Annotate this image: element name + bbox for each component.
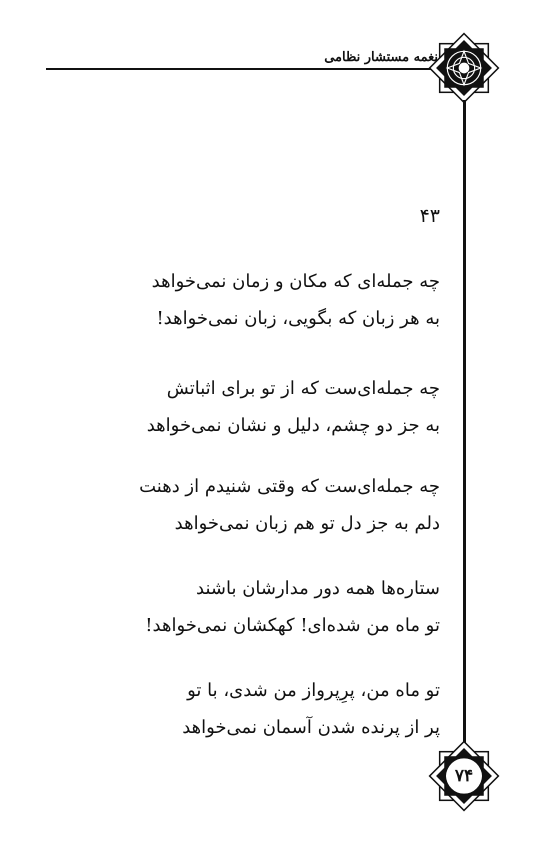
poem-line: تو ماه من شده‌ای! کهکشان نمی‌خواهد!	[145, 615, 440, 636]
stanza-3	[110, 468, 440, 542]
poem-line: چه جمله‌ای‌ست که از تو برای اثباتش	[166, 378, 440, 399]
poem-line: چه جمله‌ای‌ست که وقتی شنیدم از دهنت	[139, 476, 440, 497]
stanza-4	[110, 570, 440, 644]
stanza-5	[110, 672, 440, 746]
stanza-2	[110, 370, 440, 444]
rosette-ornament-icon	[426, 30, 502, 106]
poem-line: به جز دو چشم، دلیل و نشان نمی‌خواهد	[146, 415, 440, 436]
vertical-rule	[463, 100, 466, 745]
poem-number: ۴۳	[419, 205, 440, 227]
header-rule	[46, 68, 436, 70]
poem-line: به هر زبان که بگویی، زبان نمی‌خواهد!	[156, 308, 440, 329]
poem-line: ستاره‌ها همه دور مدارشان باشند	[196, 578, 440, 599]
poem-line: تو ماه من، پرِپرواز من شدی، با تو	[187, 680, 440, 701]
poem-line: چه جمله‌ای که مکان و زمان نمی‌خواهد	[151, 271, 440, 292]
running-title: نغمه مستشار نظامی	[324, 50, 438, 65]
page-number: ۷۴	[446, 760, 482, 792]
poem-line: پر از پرنده شدن آسمان نمی‌خواهد	[182, 717, 440, 738]
poem-line: دلم به جز دل تو هم زبان نمی‌خواهد	[174, 513, 440, 534]
stanza-1	[110, 263, 440, 337]
